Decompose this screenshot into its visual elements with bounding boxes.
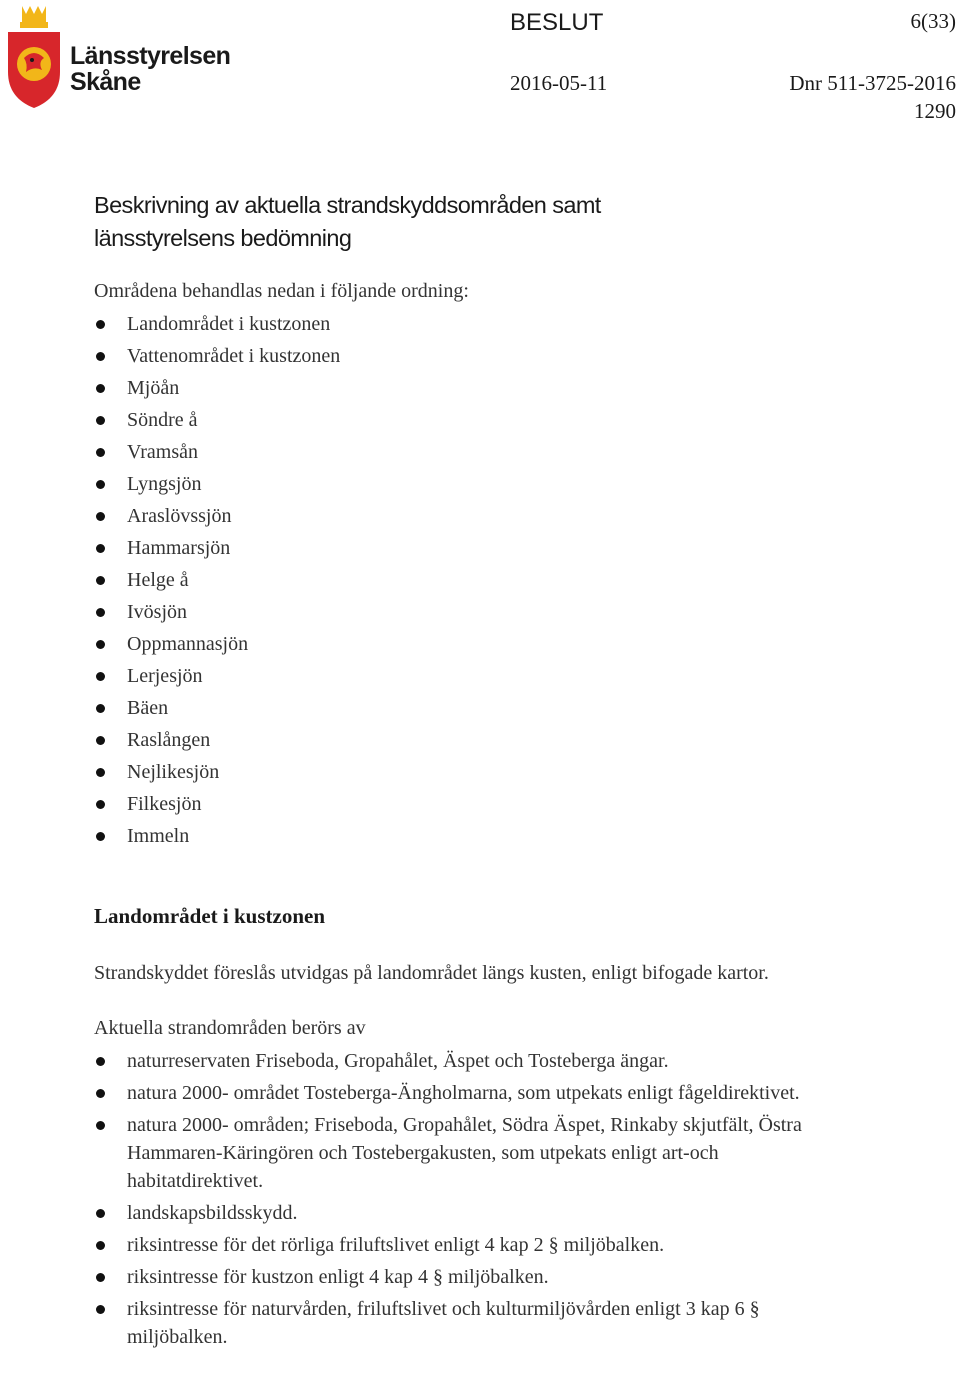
list-item: riksintresse för naturvården, friluftslivet och kulturmiljövården enligt 3 kap 6 § miljöbalken. xyxy=(94,1295,834,1351)
bullet-icon xyxy=(96,800,105,809)
bullet-icon xyxy=(96,1209,105,1218)
bullet-icon xyxy=(96,480,105,489)
bullet-icon xyxy=(96,832,105,841)
page-number: 6(33) xyxy=(910,9,956,33)
bullet-icon xyxy=(96,320,105,329)
list-item: Landområdet i kustzonen xyxy=(94,308,340,340)
decision-date: 2016-05-11 xyxy=(510,71,608,95)
list-item: riksintresse för kustzon enligt 4 kap 4 § miljöbalken. xyxy=(94,1263,834,1291)
bullet-icon xyxy=(96,1089,105,1098)
list-item: natura 2000- områden; Friseboda, Gropahålet, Södra Äspet, Rinkaby skjutfält, Östra Hammaren-Käringören och Tostebergakusten, som utpekats enligt art-och habitatdirektivet. xyxy=(94,1111,834,1195)
section-intro: Områdena behandlas nedan i följande ordning: xyxy=(94,280,469,302)
bullet-icon xyxy=(96,576,105,585)
document-type: BESLUT xyxy=(510,9,604,36)
bullet-icon xyxy=(96,352,105,361)
list-item: Hammarsjön xyxy=(94,532,340,564)
paragraph: Strandskyddet föreslås utvidgas på landområdet längs kusten, enligt bifogade kartor. xyxy=(94,962,769,984)
bullet-icon xyxy=(96,768,105,777)
bullet-icon xyxy=(96,544,105,553)
list-item: Ivösjön xyxy=(94,596,340,628)
bullet-icon xyxy=(96,608,105,617)
bullet-icon xyxy=(96,1305,105,1314)
list-item: natura 2000- området Tosteberga-Ängholmarna, som utpekats enligt fågeldirektivet. xyxy=(94,1079,834,1107)
list-item: Helge å xyxy=(94,564,340,596)
bullet-icon xyxy=(96,1241,105,1250)
bullet-icon xyxy=(96,640,105,649)
coat-of-arms-icon xyxy=(2,2,66,110)
list-item: riksintresse för det rörliga friluftslivet enligt 4 kap 2 § miljöbalken. xyxy=(94,1231,834,1259)
subsection-heading: Landområdet i kustzonen xyxy=(94,904,326,928)
bullet-icon xyxy=(96,672,105,681)
bullet-icon xyxy=(96,448,105,457)
list-item: Filkesjön xyxy=(94,788,340,820)
list-item: Vattenområdet i kustzonen xyxy=(94,340,340,372)
bullet-icon xyxy=(96,1121,105,1130)
section-title: Beskrivning av aktuella strandskyddsområden samt länsstyrelsens bedömning xyxy=(94,192,601,251)
list-item: Araslövssjön xyxy=(94,500,340,532)
logo-name-line1: Länsstyrelsen xyxy=(70,42,231,70)
list-item: landskapsbildsskydd. xyxy=(94,1199,834,1227)
bullet-icon xyxy=(96,736,105,745)
list-item: Nejlikesjön xyxy=(94,756,340,788)
agency-logo xyxy=(2,2,231,110)
affected-items-list xyxy=(94,1047,834,1355)
list-item: Lyngsjön xyxy=(94,468,340,500)
reference-number: Dnr 511-3725-2016 xyxy=(789,71,956,95)
bullet-icon xyxy=(96,416,105,425)
list-item: Söndre å xyxy=(94,404,340,436)
logo-name-line2: Skåne xyxy=(70,68,141,96)
bullet-icon xyxy=(96,384,105,393)
list-item: Raslången xyxy=(94,724,340,756)
bullet-icon xyxy=(96,704,105,713)
bullet-icon xyxy=(96,1273,105,1282)
bullet-icon xyxy=(96,512,105,521)
area-list xyxy=(94,308,340,852)
list-item: Oppmannasjön xyxy=(94,628,340,660)
reference-number-suffix: 1290 xyxy=(914,99,956,123)
list-item: Mjöån xyxy=(94,372,340,404)
list-item: Bäen xyxy=(94,692,340,724)
list-item: Vramsån xyxy=(94,436,340,468)
list-item: Lerjesjön xyxy=(94,660,340,692)
list-item: naturreservaten Friseboda, Gropahålet, Äspet och Tosteberga ängar. xyxy=(94,1047,834,1075)
paragraph: Aktuella strandområden berörs av xyxy=(94,1017,366,1039)
list-item: Immeln xyxy=(94,820,340,852)
bullet-icon xyxy=(96,1057,105,1066)
